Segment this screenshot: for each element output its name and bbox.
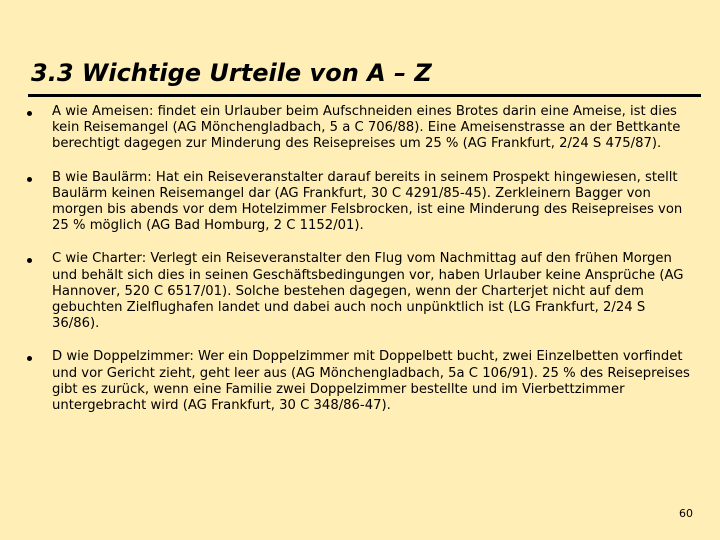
bullet-dot-icon	[27, 177, 32, 182]
bullet-item-b	[24, 170, 694, 235]
page-number: 60	[679, 507, 693, 520]
bullet-text: B wie Baulärm: Hat ein Reiseveranstalter darauf bereits in seinem Prospekt hingewiesen, stellt Baulärm keinen Reisemangel dar (AG Frankfurt, 30 C 4291/85-45). Zerkleinern Bagger von morgen bis abends vor dem Hotelzimmer Felsbrocken, ist eine Minderung des Reisepreises von 25 % möglich (AG Bad Homburg, 2 C 1152/01).	[52, 169, 683, 234]
bullet-text: D wie Doppelzimmer: Wer ein Doppelzimmer mit Doppelbett bucht, zwei Einzelbetten vorfindet und vor Gericht zieht, geht leer aus (AG Mönchengladbach, 5a C 106/91). 25 % des Reisepreises gibt es zurück, wenn eine Familie zwei Doppelzimmer bestellte und im Vierbettzimmer untergebracht wird (AG Frankfurt, 30 C 348/86-47).	[52, 349, 690, 414]
bullet-item-a	[24, 104, 694, 153]
bullet-text: C wie Charter: Verlegt ein Reiseveranstalter den Flug vom Nachmittag auf den frühen Morgen und behält sich dies in seinen Geschäftsbedingungen vor, haben Urlauber keine Ansprüche (AG Hannover, 520 C 6517/01). Solche bestehen dagegen, wenn der Charterjet nicht auf dem gebuchten Zielflughafen landet und dabei auch noch unpünktlich ist (LG Frankfurt, 2/24 S 36/86).	[52, 251, 684, 332]
bullet-dot-icon	[27, 258, 32, 263]
bullet-list	[24, 104, 694, 431]
bullet-item-c	[24, 251, 694, 332]
bullet-dot-icon	[27, 356, 32, 361]
bullet-text: A wie Ameisen: findet ein Urlauber beim Aufschneiden eines Brotes darin eine Ameise, ist dies kein Reisemangel (AG Mönchengladbach, 5 a C 706/88). Eine Ameisenstrasse an der Bettkante berechtigt dagegen zur Minderung des Reisepreises um 25 % (AG Frankfurt, 2/24 S 475/87).	[52, 104, 681, 152]
bullet-dot-icon	[27, 111, 32, 116]
slide-title: 3.3 Wichtige Urteile von A – Z	[31, 59, 432, 87]
title-underline	[28, 94, 701, 97]
bullet-item-d	[24, 349, 694, 414]
